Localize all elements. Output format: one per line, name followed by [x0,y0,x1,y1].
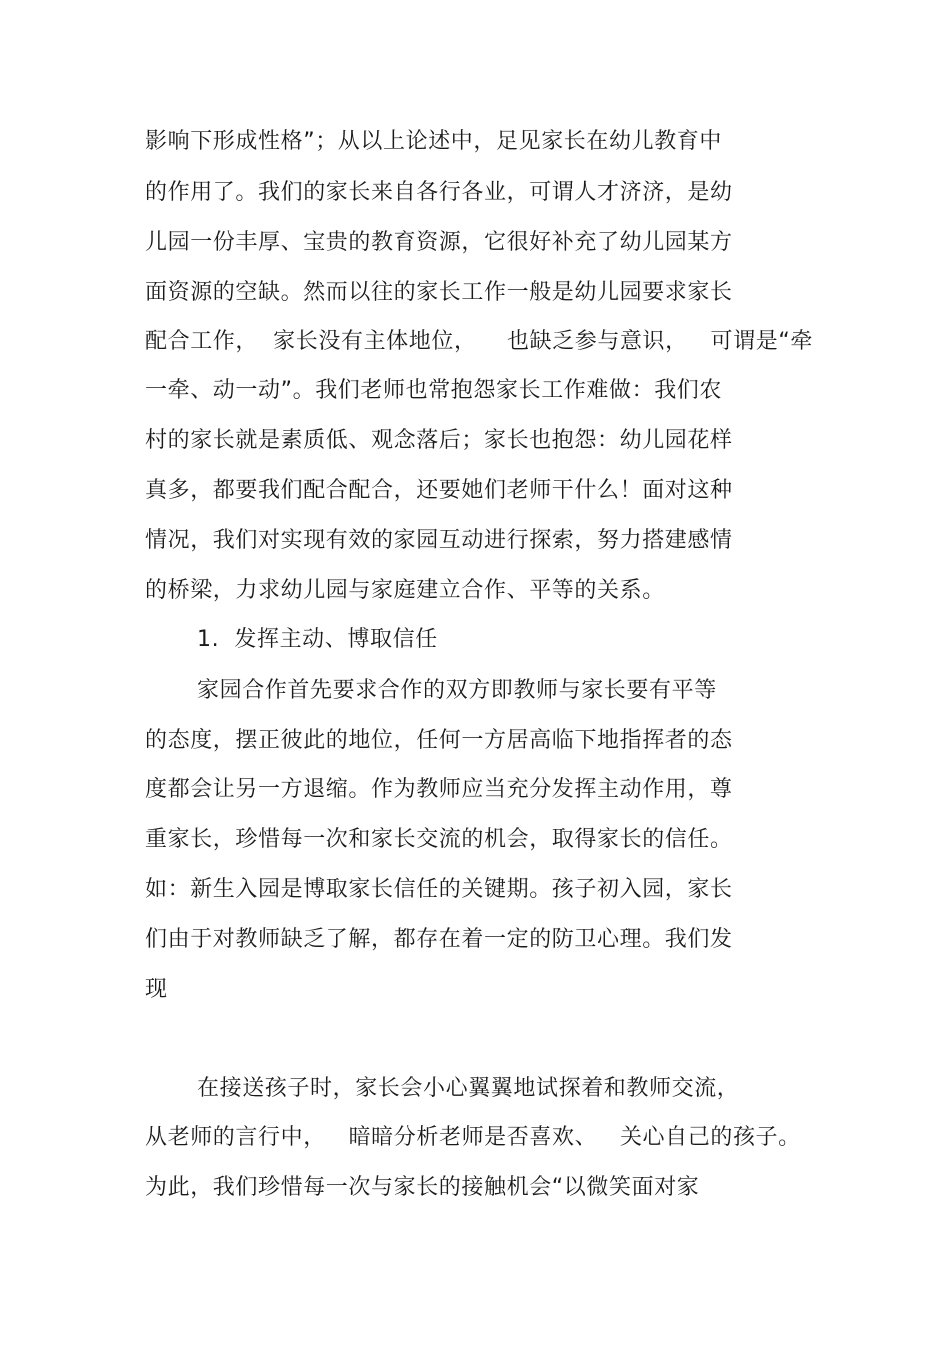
text-line-16: 如：新生入园是博取家长信任的关键期。孩子初入园，家长 [145,877,733,902]
text-line-10: 的桥梁，力求幼儿园与家庭建立合作、平等的关系。 [145,578,665,603]
text-line-17: 们由于对教师缺乏了解，都存在着一定的防卫心理。我们发 [145,927,733,952]
text-line-12: 家园合作首先要求合作的双方即教师与家长要有平等 [197,678,717,703]
text-line-1: 影响下形成性格”；从以上论述中，足见家长在幼儿教育中 [145,129,722,154]
text-line-9: 情况，我们对实现有效的家园互动进行探索，努力搭建感情 [145,528,733,553]
text-line-13: 的态度，摆正彼此的地位，任何一方居高临下地指挥者的态 [145,728,733,753]
text-line-5: 配合工作， 家长没有主体地位， 也缺乏参与意识， 可谓是“牵 [145,329,813,354]
text-line-20: 从老师的言行中， 暗暗分析老师是否喜欢、 关心自己的孩子。 [145,1125,801,1150]
text-line-14: 度都会让另一方退缩。作为教师应当充分发挥主动作用，尊 [145,777,733,802]
text-line-19: 在接送孩子时，家长会小心翼翼地试探着和教师交流， [197,1076,740,1101]
text-line-21: 为此，我们珍惜每一次与家长的接触机会“以微笑面对家 [145,1175,700,1200]
text-line-6: 一牵、动一动”。我们老师也常抱怨家长工作难做：我们农 [145,378,722,403]
text-line-15: 重家长，珍惜每一次和家长交流的机会，取得家长的信任。 [145,827,733,852]
section-heading: 1. 发挥主动、博取信任 [197,627,438,652]
text-line-4: 面资源的空缺。然而以往的家长工作一般是幼儿园要求家长 [145,280,733,305]
text-line-8: 真多，都要我们配合配合，还要她们老师干什么！面对这种 [145,478,733,503]
text-line-7: 村的家长就是素质低、观念落后；家长也抱怨：幼儿园花样 [145,428,733,453]
text-line-18: 现 [145,977,168,1002]
text-line-2: 的作用了。我们的家长来自各行各业，可谓人才济济，是幼 [145,180,733,205]
text-line-3: 儿园一份丰厚、宝贵的教育资源，它很好补充了幼儿园某方 [145,230,733,255]
